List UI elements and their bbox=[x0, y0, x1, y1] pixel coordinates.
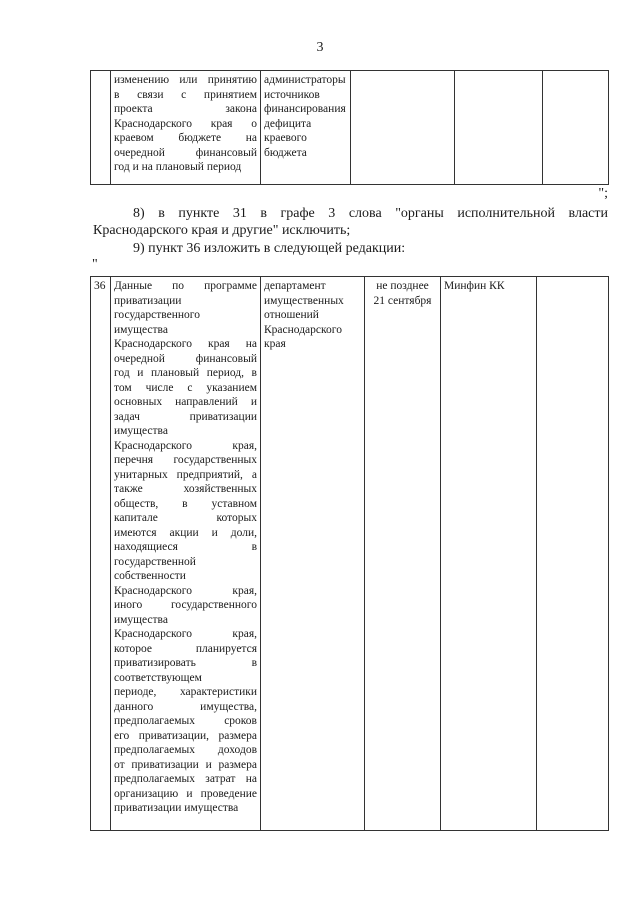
description-line: предполагаемых доходов bbox=[114, 744, 257, 756]
description-line: которое планируется bbox=[114, 642, 257, 655]
description-line: находящиеся в bbox=[114, 541, 257, 553]
responsible-line: финансирования bbox=[264, 103, 346, 115]
description-line: изменению или принятию bbox=[114, 74, 257, 86]
description-line: очередной финансовый bbox=[114, 146, 257, 159]
description-line: Краснодарского края, bbox=[114, 628, 257, 640]
description-line: обществ, в уставном bbox=[114, 497, 257, 510]
description-line: собственности bbox=[114, 570, 186, 582]
responsible-line: Краснодарского bbox=[264, 323, 342, 336]
description-line: капитале которых bbox=[114, 512, 257, 524]
table-row bbox=[91, 71, 609, 185]
description-line: имущества bbox=[114, 425, 168, 437]
description-line: имущества bbox=[114, 613, 168, 626]
cell-extra bbox=[543, 71, 609, 185]
cell-description bbox=[111, 277, 261, 831]
cell-extra bbox=[537, 277, 609, 831]
table-item-36 bbox=[90, 276, 609, 831]
cell-deadline bbox=[365, 277, 441, 831]
description-line: предполагаемых сроков bbox=[114, 715, 257, 727]
description-line: имущества bbox=[114, 323, 168, 336]
paragraph-8 bbox=[93, 205, 608, 239]
description-line: год и плановый период, в bbox=[114, 367, 257, 379]
description-line: также хозяйственных bbox=[114, 483, 257, 495]
cell-number: 36 bbox=[91, 277, 111, 831]
description-line: Краснодарского края на bbox=[114, 338, 257, 350]
description-line: периоде, характеристики bbox=[114, 686, 257, 698]
paragraph-8-line-2: Краснодарского края и другие" исключить; bbox=[93, 223, 351, 238]
description-line: Краснодарского края, bbox=[114, 584, 257, 597]
description-line: его приватизации, размера bbox=[114, 729, 257, 742]
responsible-line: отношений bbox=[264, 309, 319, 321]
description-line: Данные по программе bbox=[114, 280, 257, 292]
opening-quote: " bbox=[92, 257, 98, 272]
cell-responsible bbox=[261, 71, 351, 185]
description-line: задач приватизации bbox=[114, 410, 257, 423]
paragraph-9: 9) пункт 36 изложить в следующей редакции: bbox=[133, 241, 406, 256]
cell-description bbox=[111, 71, 261, 185]
cell-recipient: Минфин КК bbox=[441, 277, 537, 831]
description-line: в связи с принятием bbox=[114, 88, 257, 101]
responsible-line: источников bbox=[264, 88, 320, 101]
description-line: основных направлений и bbox=[114, 396, 257, 408]
description-line: предполагаемых затрат на bbox=[114, 773, 257, 785]
description-line: год и на плановый период bbox=[114, 161, 242, 173]
responsible-line: администраторы bbox=[264, 74, 346, 86]
deadline-line: 21 сентября bbox=[373, 294, 432, 307]
description-line: очередной финансовый bbox=[114, 352, 257, 365]
description-line: Краснодарского края о bbox=[114, 117, 257, 130]
table-row bbox=[91, 277, 609, 831]
description-line: имеются акции и доли, bbox=[114, 526, 257, 539]
table-continuation bbox=[90, 70, 609, 185]
responsible-line: края bbox=[264, 338, 286, 350]
cell-deadline bbox=[351, 71, 455, 185]
responsible-line: дефицита bbox=[264, 117, 312, 130]
description-line: унитарных предприятий, а bbox=[114, 468, 257, 481]
page-number: 3 bbox=[316, 40, 324, 55]
description-line: приватизации bbox=[114, 294, 182, 307]
description-line: приватизации имущества bbox=[114, 802, 239, 814]
description-line: Краснодарского края, bbox=[114, 439, 257, 452]
description-line: краевом бюджете на bbox=[114, 132, 257, 144]
description-line: соответствующем bbox=[114, 671, 202, 684]
deadline-line: не позднее bbox=[376, 280, 429, 292]
description-line: приватизировать в bbox=[114, 657, 257, 669]
responsible-line: краевого bbox=[264, 132, 307, 144]
closing-quote: "; bbox=[598, 186, 608, 201]
description-line: от приватизации и размера bbox=[114, 758, 257, 771]
description-line: иного государственного bbox=[114, 599, 257, 611]
responsible-line: бюджета bbox=[264, 146, 307, 159]
description-line: данного имущества, bbox=[114, 700, 257, 713]
cell-recipient bbox=[455, 71, 543, 185]
cell-number bbox=[91, 71, 111, 185]
paragraph-8-line-1: 8) в пункте 31 в графе 3 слова "органы исполнительной власти bbox=[133, 206, 608, 221]
cell-responsible bbox=[261, 277, 365, 831]
responsible-line: департамент bbox=[264, 280, 326, 292]
description-line: перечня государственных bbox=[114, 454, 257, 466]
description-line: организацию и проведение bbox=[114, 787, 257, 800]
description-line: государственного bbox=[114, 309, 200, 321]
responsible-line: имущественных bbox=[264, 294, 344, 307]
description-line: государственной bbox=[114, 555, 196, 568]
description-line: том числе с указанием bbox=[114, 381, 257, 394]
description-line: проекта закона bbox=[114, 103, 257, 115]
